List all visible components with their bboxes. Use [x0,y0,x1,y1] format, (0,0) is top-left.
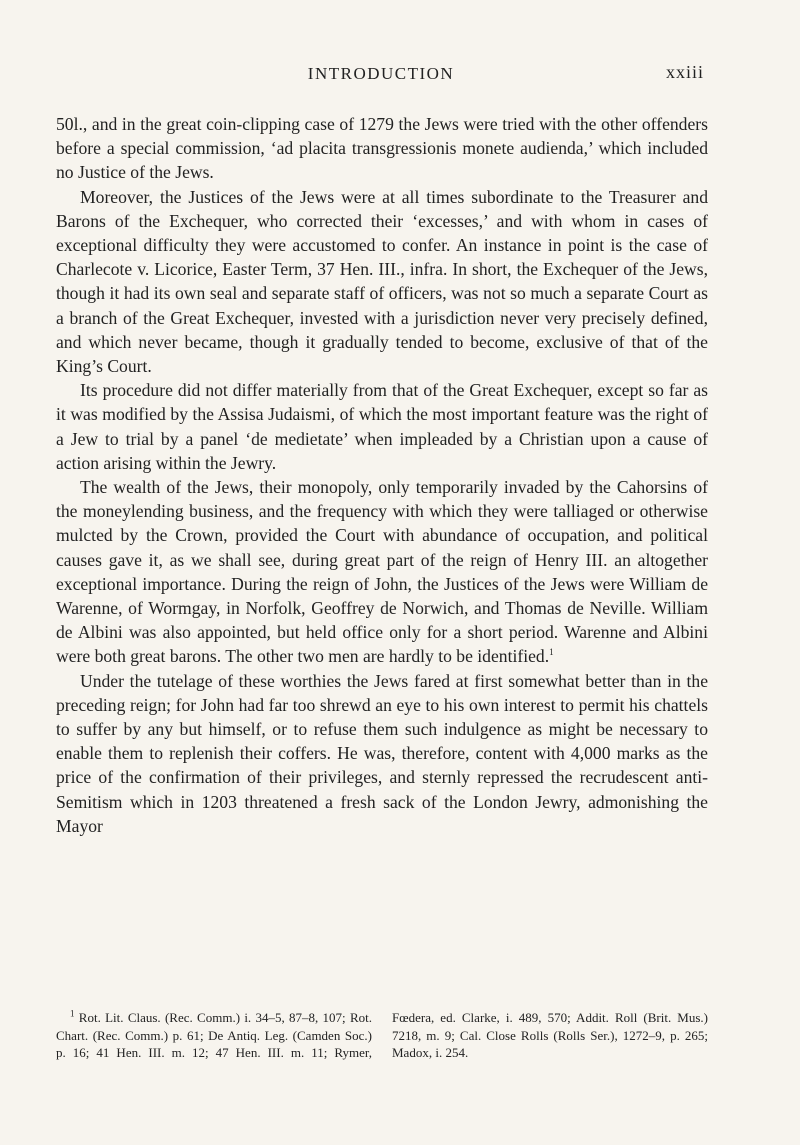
paragraph: Moreover, the Justices of the Jews were at all times subordinate to the Treasurer and Barons of the Exchequer, who corrected their ‘excesses,’ and with whom in cases of exceptional difficulty they were accustomed to confer. An instance in point is the case of Charlecote v. Licorice, Easter Term, 37 Hen. III., infra. In short, the Exchequer of the Jews, though it had its own seal and separate staff of officers, was not so much a separate Court as a branch of the Great Exchequer, invested with a jurisdiction never very precisely defined, and which never became, though it gradually tended to become, exclusive of that of the King’s Court. [56,186,708,377]
footnote [56,1009,708,1062]
paragraph: Its procedure did not differ materially from that of the Great Exchequer, except so far as it was modified by the Assisa Judaismi, of which the most important feature was the right of a Jew to trial by a panel ‘de medietate’ when impleaded by a Christian upon a cause of action arising within the Jewry. [56,380,708,473]
footnote-text: Rot. Lit. Claus. (Rec. Comm.) i. 34–5, 87–8, 107; Rot. Chart. (Rec. Comm.) p. 61; De Antiq. Leg. (Camden Soc.) p. 16; 41 Hen. III. m. 12; 47 Hen. III. m. 11; Rymer, Fœdera, ed. Clarke, i. 489, 570; Addit. Roll (Brit. Mus.) 7218, m. 9; Cal. Close Rolls (Rolls Ser.), 1272–9, p. 265; Madox, i. 254. [56,1010,708,1061]
footnote-ref: 1 [549,647,554,658]
paragraph: 50l., and in the great coin-clipping case of 1279 the Jews were tried with the other offenders before a special commission, ‘ad placita transgressionis monete audienda,’ which included no Justice of the Jews. [56,114,708,183]
page-number: xxiii [665,62,704,82]
running-title: INTRODUCTION [307,64,455,83]
paragraph-with-footnote [56,475,708,669]
page-header [58,62,704,92]
paragraph-text: The wealth of the Jews, their monopoly, only temporarily invaded by the Cahorsins of the moneylending business, and the frequency with which they were talliaged or otherwise mulcted by the Crown, provided the Court with abundance of occupation, and political causes gave it, as we shall see, during great part of the reign of Henry III. an altogether exceptional importance. During the reign of John, the Justices of the Jews were William de Warenne, of Wormgay, in Norfolk, Geoffrey de Norwich, and Thomas de Neville. William de Albini was also appointed, but held office only for a short period. Warenne and Albini were both great barons. The other two men are hardly to be identified. [56,477,708,667]
body-text [56,112,708,838]
paragraph: Under the tutelage of these worthies the Jews fared at first somewhat better than in the preceding reign; for John had far too shrewd an eye to his own interest to permit his chattels to suffer by any but himself, or to refuse them such indulgence as might be necessary to enable them to replenish their coffers. He was, therefore, content with 4,000 marks as the price of the confirmation of their privileges, and sternly repressed the recrudescent anti-Semitism which in 1203 threatened a fresh sack of the London Jewry, admonishing the Mayor [56,670,708,836]
footnote-marker: 1 [70,1008,75,1019]
footnotes [56,1009,708,1062]
